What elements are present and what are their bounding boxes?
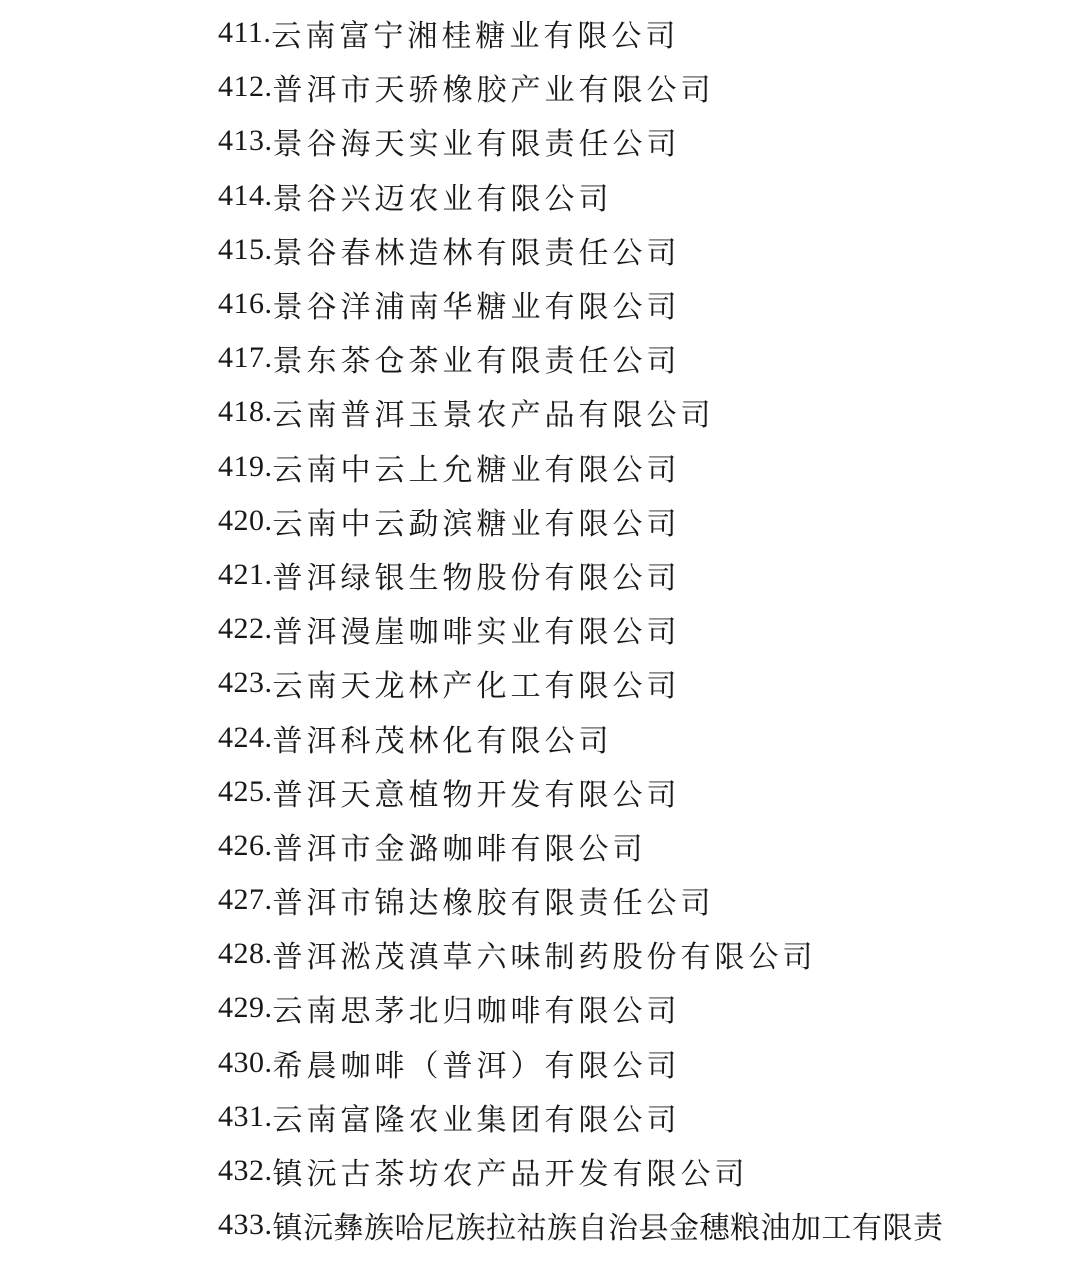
- item-company-name: 云南天龙林产化工有限公司: [272, 670, 681, 704]
- item-company-name: 云南中云勐滨糖业有限公司: [272, 507, 681, 541]
- item-company-name: 景谷春林造林有限责任公司: [272, 236, 681, 270]
- list-item: [218, 223, 1080, 277]
- item-number: 430.: [218, 1045, 273, 1079]
- list-item: [218, 277, 1080, 331]
- item-company-name: 云南富宁湘桂糖业有限公司: [271, 20, 680, 54]
- item-company-name: 景东茶仓茶业有限责任公司: [272, 345, 681, 379]
- item-number: 420.: [218, 503, 273, 537]
- item-number: 427.: [218, 883, 273, 917]
- item-company-name: 云南普洱玉景农产品有限公司: [272, 399, 715, 433]
- item-company-name: 普洱绿银生物股份有限公司: [272, 561, 681, 595]
- list-item: [218, 873, 1080, 927]
- item-number: 412.: [218, 70, 273, 104]
- item-number: 433.: [218, 1208, 273, 1242]
- list-item: [218, 548, 1080, 602]
- list-item: [218, 440, 1080, 494]
- item-number: 424.: [218, 720, 273, 754]
- item-company-name: 镇沅彝族哈尼族拉祜族自治县金穗粮油加工有限责: [272, 1212, 944, 1246]
- item-company-name: 云南思茅北归咖啡有限公司: [272, 995, 681, 1029]
- list-item: [218, 114, 1080, 168]
- item-number: 413.: [218, 124, 273, 158]
- list-item: [218, 819, 1080, 873]
- item-number: 422.: [218, 612, 273, 646]
- list-item: [218, 494, 1080, 548]
- item-number: 411.: [218, 16, 272, 50]
- list-item: [218, 765, 1080, 819]
- company-list: [218, 6, 1080, 1252]
- list-item: [218, 1144, 1080, 1198]
- item-company-name: 云南富隆农业集团有限公司: [272, 1103, 681, 1137]
- list-item: [218, 385, 1080, 439]
- item-number: 432.: [218, 1154, 273, 1188]
- item-number: 431.: [218, 1099, 273, 1133]
- list-item: [218, 981, 1080, 1035]
- item-number: 428.: [218, 937, 273, 971]
- list-item: [218, 656, 1080, 710]
- item-company-name: 普洱市天骄橡胶产业有限公司: [272, 74, 715, 108]
- item-number: 425.: [218, 774, 273, 808]
- list-item: [218, 331, 1080, 385]
- item-number: 416.: [218, 287, 273, 321]
- list-item: [218, 927, 1080, 981]
- item-number: 419.: [218, 449, 273, 483]
- item-company-name: 普洱市锦达橡胶有限责任公司: [272, 887, 715, 921]
- item-number: 415.: [218, 232, 273, 266]
- item-company-name: 普洱漫崖咖啡实业有限公司: [272, 616, 681, 650]
- list-item: [218, 1090, 1080, 1144]
- item-number: 421.: [218, 557, 273, 591]
- list-item: [218, 169, 1080, 223]
- item-company-name: 普洱市金潞咖啡有限公司: [272, 832, 647, 866]
- item-number: 417.: [218, 341, 273, 375]
- list-item: [218, 1036, 1080, 1090]
- list-item: [218, 60, 1080, 114]
- item-company-name: 景谷洋浦南华糖业有限公司: [272, 291, 681, 325]
- list-item: [218, 1198, 1080, 1252]
- item-company-name: 普洱淞茂滇草六味制药股份有限公司: [272, 941, 817, 975]
- item-company-name: 景谷兴迈农业有限公司: [272, 182, 613, 216]
- item-number: 426.: [218, 828, 273, 862]
- list-item: [218, 6, 1080, 60]
- item-company-name: 普洱科茂林化有限公司: [272, 724, 613, 758]
- item-company-name: 镇沅古茶坊农产品开发有限公司: [272, 1158, 749, 1192]
- item-company-name: 景谷海天实业有限责任公司: [272, 128, 681, 162]
- item-company-name: 普洱天意植物开发有限公司: [272, 778, 681, 812]
- item-number: 429.: [218, 991, 273, 1025]
- item-number: 414.: [218, 178, 273, 212]
- item-number: 423.: [218, 666, 273, 700]
- list-item: [218, 602, 1080, 656]
- item-company-name: 云南中云上允糖业有限公司: [272, 453, 681, 487]
- item-number: 418.: [218, 395, 273, 429]
- item-company-name: 希晨咖啡（普洱）有限公司: [272, 1049, 681, 1083]
- list-item: [218, 710, 1080, 764]
